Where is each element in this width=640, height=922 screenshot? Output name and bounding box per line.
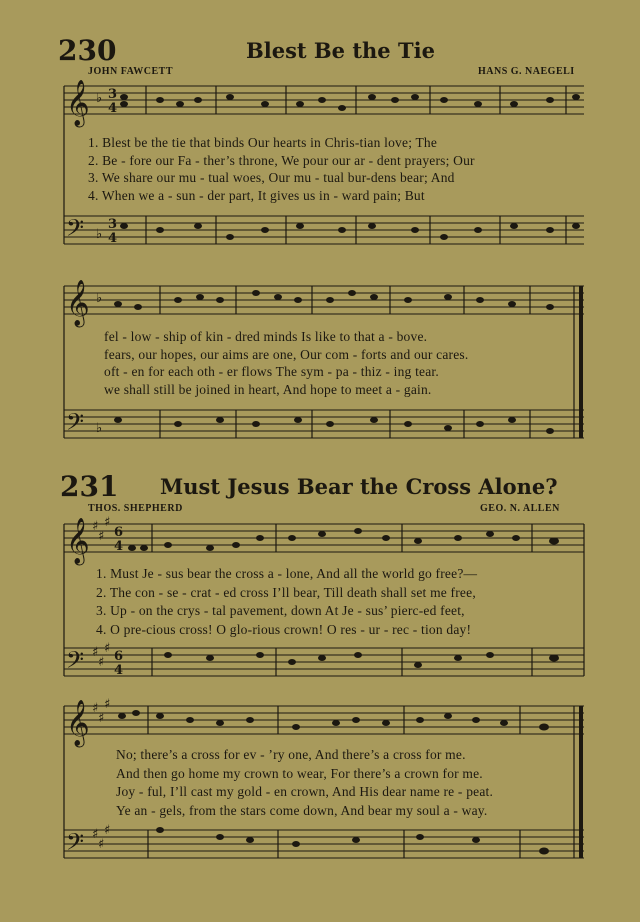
hymn-231-system2-verses [116,746,493,820]
verse-line: oft - en for each oth - er flows The sym - pa - thiz - ing tear. [104,364,439,379]
verse-line: 1. Must Je - sus bear the cross a - lone, And all the world go free?— [96,566,478,581]
svg-text:6: 6 [114,525,124,540]
svg-text:𝄢: 𝄢 [66,646,85,679]
verse-line: No; there’s a cross for ev - ’ry one, And there’s a cross for me. [116,747,466,762]
svg-text:♯: ♯ [104,823,111,838]
verse-line: 3. We share our mu - tual woes, Our mu - tual bur-dens bear; And [88,170,455,185]
hymn-231-composer: GEO. N. ALLEN [480,503,560,514]
verse-line: fel - low - ship of kin - dred minds Is like to that a - bove. [104,329,428,344]
svg-text:𝄞: 𝄞 [66,80,90,126]
verse-line: 2. Be - fore our Fa - ther’s throne, We pour our ar - dent prayers; Our [88,152,475,168]
svg-text:♯: ♯ [104,641,111,656]
svg-text:𝄢: 𝄢 [66,408,85,441]
hymn-230-number: 230 [58,34,117,67]
svg-text:♯: ♯ [104,515,111,530]
verse-line: And then go home my crown to wear, For there’s a crown for me. [116,765,483,781]
svg-text:4: 4 [108,231,118,246]
svg-text:𝄢: 𝄢 [66,214,85,247]
verse-line: 4. When we a - sun - der part, It gives us in - ward pain; But [88,187,425,203]
hymn-230-system2-verses [104,328,468,398]
svg-text:♯: ♯ [98,837,105,852]
verse-line: Ye an - gels, from the stars come down, And bear my soul a - way. [116,802,488,818]
svg-text:♯: ♯ [92,701,99,716]
svg-text:♯: ♯ [92,519,99,534]
svg-text:𝄞: 𝄞 [66,518,90,564]
hymn-230-title: Blest Be the Tie [246,38,435,63]
svg-text:4: 4 [114,663,124,678]
svg-text:4: 4 [108,101,118,116]
verse-line: 1. Blest be the tie that binds Our hearts in Chris-tian love; The [88,135,438,150]
svg-text:♭: ♭ [96,421,103,436]
hymn-230-system1-verses [88,134,475,204]
svg-text:3: 3 [108,87,118,102]
svg-text:♭: ♭ [96,91,103,106]
verse-line: we shall still be joined in heart, And hope to meet a - gain. [104,381,432,397]
hymn-231-number: 231 [60,470,119,503]
svg-text:𝄞: 𝄞 [66,700,90,746]
svg-text:♭: ♭ [96,291,103,306]
svg-text:♯: ♯ [92,645,99,660]
hymn-231-title: Must Jesus Bear the Cross Alone? [160,474,558,499]
verse-line: 2. The con - se - crat - ed cross I’ll bear, Till death shall set me free, [96,584,476,600]
svg-text:6: 6 [114,649,124,664]
verse-line: Joy - ful, I’ll cast my gold - en crown, And His dear name re - peat. [116,784,494,799]
svg-text:♯: ♯ [92,827,99,842]
svg-text:4: 4 [114,539,124,554]
hymn-231-system1-verses [96,565,477,639]
verse-line: 3. Up - on the crys - tal pavement, down At Je - sus’ pierc-ed feet, [96,603,465,618]
svg-text:3: 3 [108,217,118,232]
svg-text:♯: ♯ [98,655,105,670]
hymn-230-author: JOHN FAWCETT [88,66,173,77]
hymn-230-composer: HANS G. NAEGELI [478,66,575,77]
hymn-231-author: THOS. SHEPHERD [88,503,183,514]
svg-text:♯: ♯ [104,697,111,712]
svg-text:𝄞: 𝄞 [66,280,90,326]
verse-line: 4. O pre-cious cross! O glo-rious crown! O res - ur - rec - tion day! [96,621,472,637]
verse-line: fears, our hopes, our aims are one, Our com - forts and our cares. [104,346,469,362]
svg-text:𝄢: 𝄢 [66,828,85,861]
svg-text:♯: ♯ [98,529,105,544]
svg-text:♭: ♭ [96,227,103,242]
svg-text:♯: ♯ [98,711,105,726]
